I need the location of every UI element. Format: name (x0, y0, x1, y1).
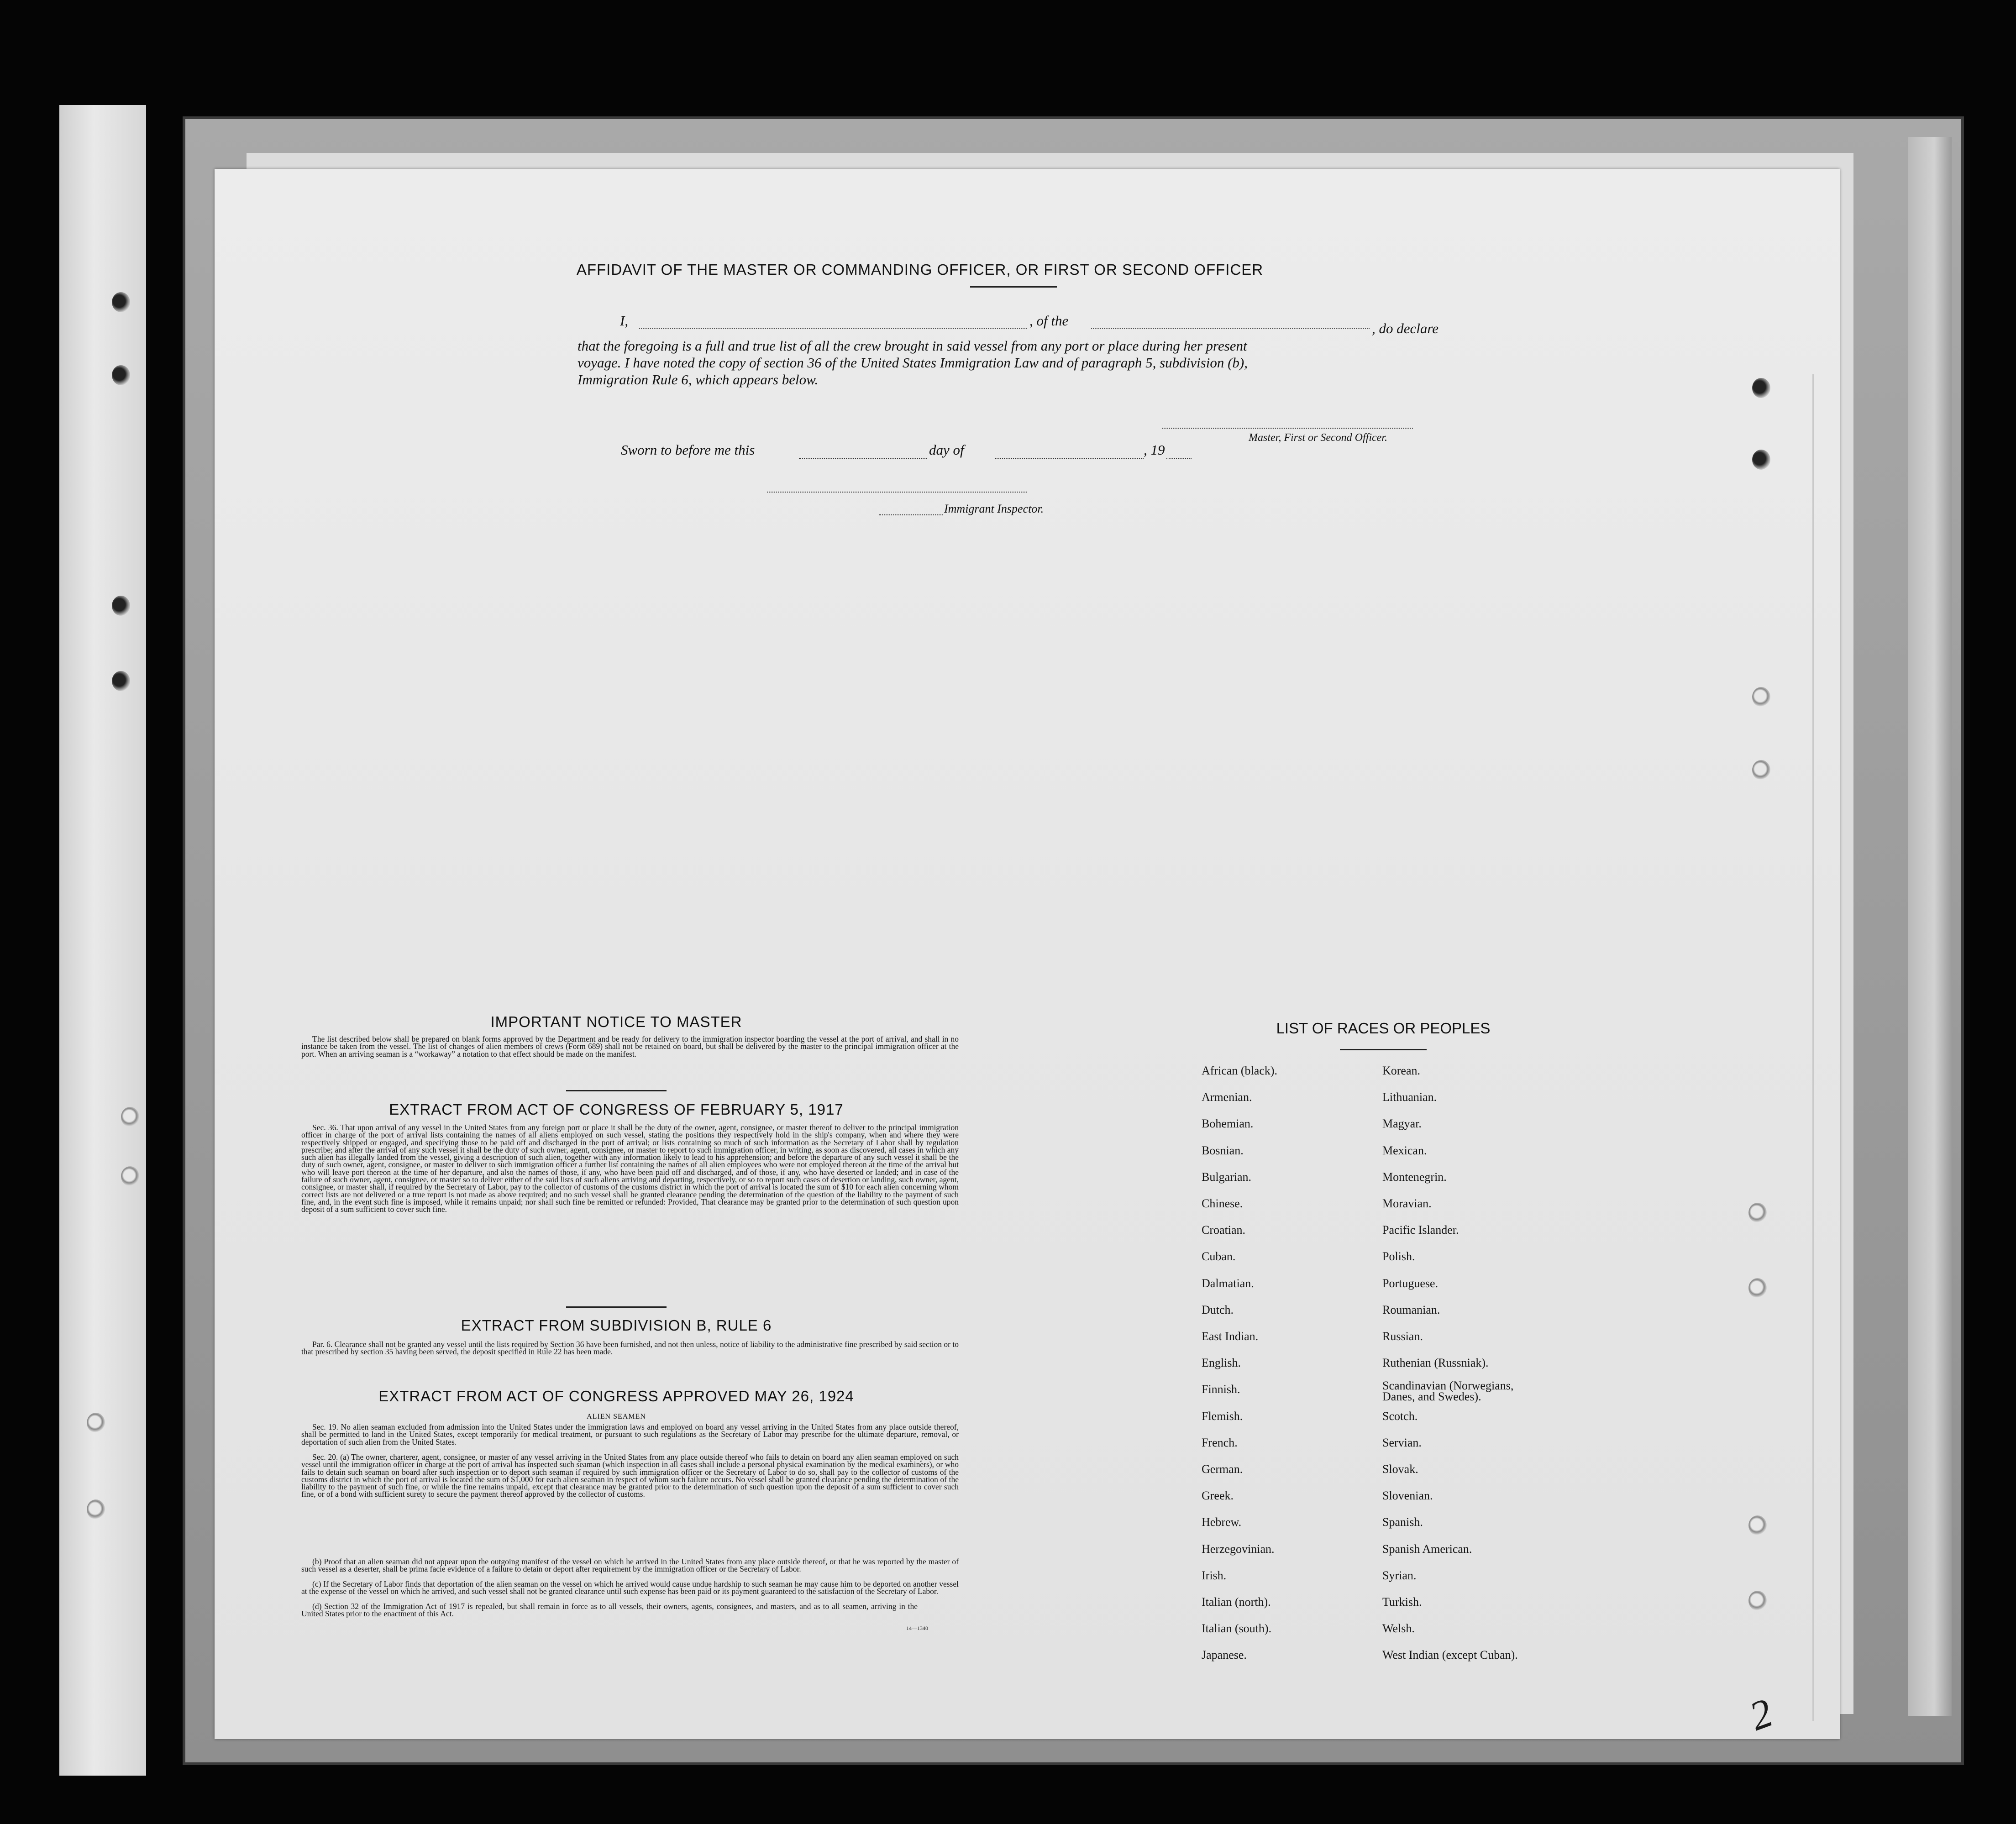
race-item: Bulgarian. (1202, 1170, 1252, 1184)
race-item: Welsh. (1382, 1622, 1415, 1635)
vessel-blank[interactable] (1091, 327, 1370, 329)
races-title: LIST OF RACES OR PEOPLES (1276, 1020, 1491, 1037)
race-item: Flemish. (1202, 1409, 1243, 1423)
notice-title: IMPORTANT NOTICE TO MASTER (490, 1013, 742, 1030)
affidavit-do-declare: , do declare (1372, 320, 1439, 336)
extract-1917-text: Sec. 36. That upon arrival of any vessel in the United States from any foreign port or place it shall be the duty of the owner, agent, consignee, or master thereof to deliver to the principal immigration officer in charge of the port of arrival lists containing the names of all aliens employed on such vessel, stating the positions they respectively hold in the ship's company, when and where they were respectively shipped or engaged, and specifying those to be paid off and discharged in the port of arrival; or lists containing so much of such information as the Secretary of Labor shall by regulation prescribe; and after the arrival of any such vessel it shall be the duty of such owner, agent, consignee, or master to report to such immigration officer, in writing, as soon as discovered, all cases in which any such alien has illegally landed from the vessel, giving a description of such alien, together with any information likely to lead to his apprehension; and before the departure of any such vessel it shall be the duty of such owner, agent, consignee, or master to deliver to such immigration officer a further list containing the names of all alien employees who were not employed thereon at the time of the arrival but who will leave port thereon at the time of her departure, and also the names of those, if any, who have been paid off and discharged, and of those, if any, who have deserted or landed; and in case of the failure of such owner, agent, consignee, or master so to deliver either of the said lists of such aliens arriving and departing, respectively, or so to report such cases of desertion or landing, such owner, agent, consignee, or master shall, if required by the Secretary of Labor, pay to the collector of customs of the customs district in which the port of arrival is located the sum of $10 for each alien concerning whom correct lists are not delivered or a true report is not made as above required; and no such vessel shall be granted clearance pending the determination of the question of the liability to the payment of such fine, and, in the event such fine is imposed, while it remains unpaid; nor shall such fine be remitted or refunded: Provided, That clearance may be granted prior to the determination of such question upon deposit of a sum sufficient to cover such fine. (301, 1123, 959, 1214)
name-blank[interactable] (639, 327, 1027, 329)
race-item: Bosnian. (1202, 1143, 1244, 1157)
extract-1924-title: EXTRACT FROM ACT OF CONGRESS APPROVED MAY 26, 1924 (378, 1388, 854, 1405)
binder-hole (1748, 1591, 1767, 1611)
binder-hole (112, 671, 130, 691)
stacked-pages-edge (1908, 137, 1952, 1716)
race-item: West Indian (except Cuban). (1382, 1648, 1518, 1662)
race-item: Spanish. (1382, 1515, 1423, 1529)
binder-hole (1752, 378, 1770, 398)
title-divider (970, 286, 1057, 288)
sec-19-text: Sec. 19. No alien seaman excluded from admission into the United States under the immigration laws and employed on board any vessel arriving in the United States from any place outside thereof, shall be permitted to land in the United States, except temporarily for medical treatment, or pursuant to such regulations as the Secretary of Labor may prescribe for the ultimate departure, removal, or deportation of such alien from the United States. (301, 1422, 959, 1447)
binder-hole (1752, 450, 1770, 470)
race-item: Hebrew. (1202, 1515, 1242, 1529)
race-item: Korean. (1382, 1064, 1421, 1077)
affidavit-line-2: voyage. I have noted the copy of section 36 of the United States Immigration Law and of paragraph 5, subdivision (b), (578, 355, 1248, 371)
sec-20d-text: (d) Section 32 of the Immigration Act of 1917 is repealed, but shall remain in force as to all vessels, their owners, agents, consignees, and masters, and as to all seamen, arriving in the United States prior to the enactment of this Act. (301, 1602, 918, 1619)
race-item: Portuguese. (1382, 1276, 1438, 1290)
day-of-label: day of (929, 442, 964, 458)
extract-rule6-title: EXTRACT FROM SUBDIVISION B, RULE 6 (461, 1317, 772, 1334)
race-item: Turkish. (1382, 1595, 1422, 1609)
race-item: Ruthenian (Russniak). (1382, 1356, 1489, 1370)
inspector-leader (879, 514, 943, 515)
affidavit-i: I, (620, 313, 629, 329)
inspector-caption: Immigrant Inspector. (944, 502, 1044, 515)
binder-hole (87, 1499, 105, 1520)
master-signature-blank[interactable] (1162, 427, 1413, 429)
race-item: African (black). (1202, 1064, 1278, 1077)
page-fold-line (1812, 374, 1814, 1721)
race-item: Japanese. (1202, 1648, 1247, 1662)
binder-hole (87, 1413, 105, 1433)
binder-hole (1748, 1203, 1767, 1223)
section-divider (566, 1090, 667, 1091)
section-divider (566, 1306, 667, 1308)
affidavit-title: AFFIDAVIT OF THE MASTER OR COMMANDING OFFICER, OR FIRST OR SECOND OFFICER (576, 261, 1264, 278)
sec-20b-text: (b) Proof that an alien seaman did not appear upon the outgoing manifest of the vessel on which he arrived in the United States from any place outside thereof, or that he was reported by the master of such vessel as a deserter, shall be prima facie evidence of a failure to detain or deport after requirement by the immigration officer or the Secretary of Labor. (301, 1557, 959, 1574)
binder-strip (59, 105, 146, 1776)
race-item: Mexican. (1382, 1143, 1427, 1157)
document-page (215, 169, 1840, 1739)
binder-hole (121, 1107, 139, 1127)
race-item: Scotch. (1382, 1409, 1418, 1423)
race-item: Greek. (1202, 1489, 1234, 1503)
race-item: Croatian. (1202, 1223, 1246, 1237)
race-item: Lithuanian. (1382, 1090, 1437, 1104)
race-item: Pacific Islander. (1382, 1223, 1459, 1237)
race-item: Italian (north). (1202, 1595, 1271, 1609)
race-item: English. (1202, 1356, 1241, 1370)
binder-hole (112, 365, 130, 385)
sec-20a-text: Sec. 20. (a) The owner, charterer, agent, consignee, or master of any vessel arriving in the United States from any place outside thereof who fails to detain on board any alien seaman employed on such vessel until the immigration officer in charge at the port of arrival has inspected such seaman (which inspection in all cases shall include a personal physical examination by the medical examiners), or who fails to detain such seaman on board after such inspection or to deport such seaman if required by such immigration officer or the Secretary of Labor to do so, shall pay to the collector of customs of the customs district in which the port of arrival is located the sum of $1,000 for each alien seaman in respect of whom such failure occurs. No vessel shall be granted clearance pending the determination of the liability to the payment of such fine, or while the fine remains unpaid, except that clearance may be granted prior to the determination of such question upon the deposit of a sum sufficient to cover such fine, or of a bond with sufficient surety to secure the payment thereof approved by the collector of customs. (301, 1452, 959, 1499)
race-item: Scandinavian (Norwegians, Danes, and Swedes). (1382, 1379, 1514, 1404)
year-blank[interactable] (1166, 457, 1192, 459)
affidavit-of-the: , of the (1029, 313, 1069, 329)
binder-hole (121, 1166, 139, 1186)
binder-hole (112, 292, 130, 312)
race-item: Bohemian. (1202, 1117, 1254, 1131)
race-item: Italian (south). (1202, 1622, 1272, 1635)
race-item: Dalmatian. (1202, 1276, 1254, 1290)
race-item: German. (1202, 1462, 1243, 1476)
race-item: East Indian. (1202, 1330, 1259, 1343)
handwritten-page-mark: 2 (1743, 1690, 1779, 1740)
race-item: Slovenian. (1382, 1489, 1433, 1503)
race-item: Syrian. (1382, 1568, 1417, 1582)
race-item: Armenian. (1202, 1090, 1252, 1104)
year-label: , 19 (1144, 442, 1165, 458)
master-caption: Master, First or Second Officer. (1249, 432, 1387, 444)
race-item: Finnish. (1202, 1383, 1240, 1396)
race-item: Roumanian. (1382, 1303, 1440, 1316)
form-number: 14—1340 (906, 1625, 928, 1631)
notice-text: The list described below shall be prepared on blank forms approved by the Department and be ready for delivery to the immigration inspector boarding the vessel at the port of arrival, and shall in no instance be taken from the vessel. The list of changes of alien members of crews (Form 689) shall not be retained on board, but shall be delivered by the master to the principal immigration officer at the port. When an arriving seaman is a “workaway” a notation to that effect should be made on the manifest. (301, 1034, 959, 1059)
race-item: Moravian. (1382, 1197, 1432, 1210)
inspector-signature-blank[interactable] (767, 491, 1027, 493)
binder-hole (1748, 1515, 1767, 1536)
race-item: Slovak. (1382, 1462, 1418, 1476)
race-item: Servian. (1382, 1436, 1422, 1449)
month-blank[interactable] (995, 457, 1144, 459)
races-divider (1340, 1049, 1427, 1050)
extract-rule6-text: Par. 6. Clearance shall not be granted any vessel until the lists required by Section 36 have been furnished, and not then unless, notice of liability to the administrative fine prescribed by said section or to that prescribed by section 35 having been served, the deposit specified in Rule 22 has been made. (301, 1340, 959, 1357)
race-item: Irish. (1202, 1568, 1227, 1582)
affidavit-line-3: Immigration Rule 6, which appears below. (578, 372, 819, 388)
race-item: Polish. (1382, 1250, 1415, 1263)
day-blank[interactable] (799, 457, 927, 459)
race-item: Magyar. (1382, 1117, 1422, 1131)
binder-hole (1752, 687, 1770, 707)
race-item: Cuban. (1202, 1250, 1236, 1263)
binder-hole (112, 596, 130, 616)
sworn-label: Sworn to before me this (621, 442, 755, 458)
binder-hole (1748, 1278, 1767, 1298)
affidavit-line-1: that the foregoing is a full and true list of all the crew brought in said vessel from any port or place during her present (578, 338, 1247, 354)
binder-hole (1752, 760, 1770, 780)
race-item: Russian. (1382, 1330, 1423, 1343)
extract-1917-title: EXTRACT FROM ACT OF CONGRESS OF FEBRUARY 5, 1917 (389, 1101, 844, 1118)
race-item: Herzegovinian. (1202, 1542, 1275, 1556)
sec-20c-text: (c) If the Secretary of Labor finds that deportation of the alien seaman on the vessel on which he arrived would cause undue hardship to such seaman he may cause him to be deported on another vessel at the expense of the vessel on which he arrived, and such vessel shall not be granted clearance until such expense has been paid or its payment guaranteed to the satisfaction of the Secretary of Labor. (301, 1579, 959, 1596)
race-item: Dutch. (1202, 1303, 1234, 1316)
race-item: French. (1202, 1436, 1238, 1449)
race-item: Spanish American. (1382, 1542, 1472, 1556)
alien-seamen-subtitle: ALIEN SEAMEN (587, 1413, 646, 1420)
race-item: Montenegrin. (1382, 1170, 1447, 1184)
race-item: Chinese. (1202, 1197, 1243, 1210)
